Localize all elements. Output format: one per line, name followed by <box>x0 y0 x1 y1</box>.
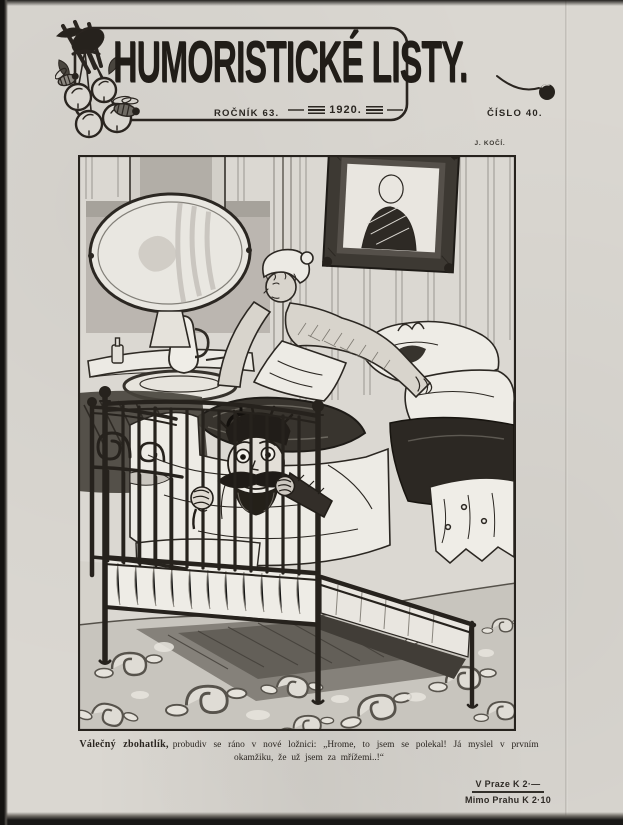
year-rule-right-dash <box>387 109 403 111</box>
artist-credit: J. KOČÍ. <box>474 140 506 147</box>
volume-label: ROČNÍK 63. <box>214 108 280 119</box>
year-label: 1920. <box>329 104 362 116</box>
year-rule-left-lines <box>308 106 325 114</box>
caption-line-2: okamžiku, že už jsem za mřížemi..!“ <box>234 752 384 763</box>
year-rule-right-lines <box>366 106 383 114</box>
caption-line-1 <box>66 739 552 752</box>
issue-label: ČÍSLO 40. <box>487 108 543 119</box>
caption-line1-rest: probudiv se ráno v nové ložnici: „Hrome, to jsem se polekal! Já myslel v prvním <box>172 740 539 750</box>
scan-edge-top <box>0 0 623 6</box>
year-rule-left-dash <box>288 109 304 111</box>
pricing-box <box>452 779 564 805</box>
caption-lead: Válečný zbohatlík, <box>79 739 169 750</box>
caption <box>66 739 552 764</box>
scan-edge-left <box>0 0 8 825</box>
scan-edge-bottom <box>0 812 623 825</box>
year-group <box>283 104 408 116</box>
price-prague: V Praze K 2·— <box>472 779 545 793</box>
price-outside-prague: Mimo Prahu K 2·10 <box>464 795 552 805</box>
cover-illustration <box>78 155 516 731</box>
scan-fold-line <box>565 0 568 825</box>
masthead-title: HUMORISTICKÉ LISTY. <box>113 29 468 94</box>
